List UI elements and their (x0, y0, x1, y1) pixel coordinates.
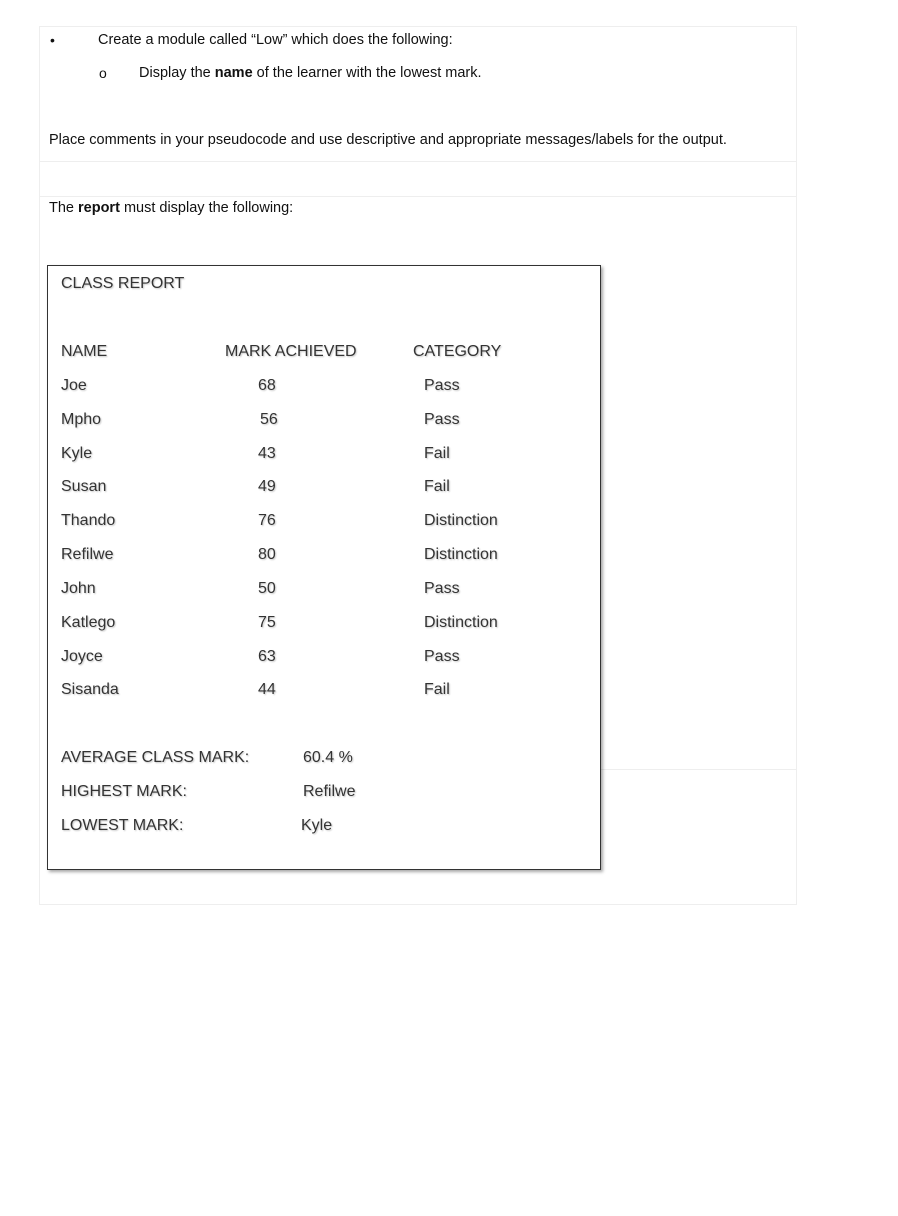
row-mark: 80 (258, 546, 276, 563)
row-category: Fail (424, 681, 450, 698)
lowest-value: Kyle (301, 817, 333, 834)
row-name: Thando (61, 512, 116, 529)
row-mark: 44 (258, 681, 276, 698)
class-report-box (47, 265, 601, 870)
row-name: Kyle (61, 445, 93, 462)
divider (39, 196, 797, 197)
report-intro-bold: report (78, 200, 120, 216)
row-mark: 50 (258, 580, 276, 597)
row-name: Sisanda (61, 681, 119, 698)
row-category: Pass (424, 648, 460, 665)
divider (601, 769, 797, 770)
row-category: Pass (424, 580, 460, 597)
lowest-label: LOWEST MARK: (61, 817, 184, 834)
report-title: CLASS REPORT (61, 275, 185, 292)
row-mark: 49 (258, 478, 276, 495)
header-mark: MARK ACHIEVED (225, 343, 357, 360)
header-category: CATEGORY (413, 343, 502, 360)
report-intro-post: must display the following: (119, 200, 294, 216)
highest-label: HIGHEST MARK: (61, 783, 187, 800)
row-category: Fail (424, 445, 450, 462)
bullet-icon: • (50, 32, 55, 48)
row-mark: 75 (258, 614, 276, 631)
sub-bullet-icon: o (99, 65, 107, 81)
sub-bullet-text-bold: name (214, 65, 253, 81)
average-value: 60.4 % (303, 749, 353, 766)
row-name: John (61, 580, 96, 597)
report-intro-pre: The (49, 200, 79, 216)
row-category: Distinction (424, 546, 498, 563)
row-mark: 63 (258, 648, 276, 665)
highest-value: Refilwe (303, 783, 356, 800)
row-category: Pass (424, 377, 460, 394)
row-name: Joyce (61, 648, 103, 665)
comments-note: Place comments in your pseudocode and use descriptive and appropriate messages/labels for the output. (49, 132, 727, 148)
row-category: Pass (424, 411, 460, 428)
divider (39, 161, 797, 162)
row-category: Distinction (424, 512, 498, 529)
report-intro (49, 199, 293, 217)
row-name: Refilwe (61, 546, 114, 563)
row-category: Fail (424, 478, 450, 495)
average-label: AVERAGE CLASS MARK: (61, 749, 250, 766)
row-category: Distinction (424, 614, 498, 631)
row-name: Joe (61, 377, 87, 394)
row-mark: 56 (260, 411, 278, 428)
row-name: Mpho (61, 411, 102, 428)
row-mark: 68 (258, 377, 276, 394)
row-name: Katlego (61, 614, 116, 631)
row-mark: 76 (258, 512, 276, 529)
row-name: Susan (61, 478, 107, 495)
sub-bullet-text-post: of the learner with the lowest mark. (252, 65, 482, 81)
header-name: NAME (61, 343, 108, 360)
sub-bullet-text-pre: Display the (139, 65, 215, 81)
row-mark: 43 (258, 445, 276, 462)
instruction-bullet: Create a module called “Low” which does the following: (98, 32, 453, 48)
instruction-sub-bullet (139, 64, 482, 82)
